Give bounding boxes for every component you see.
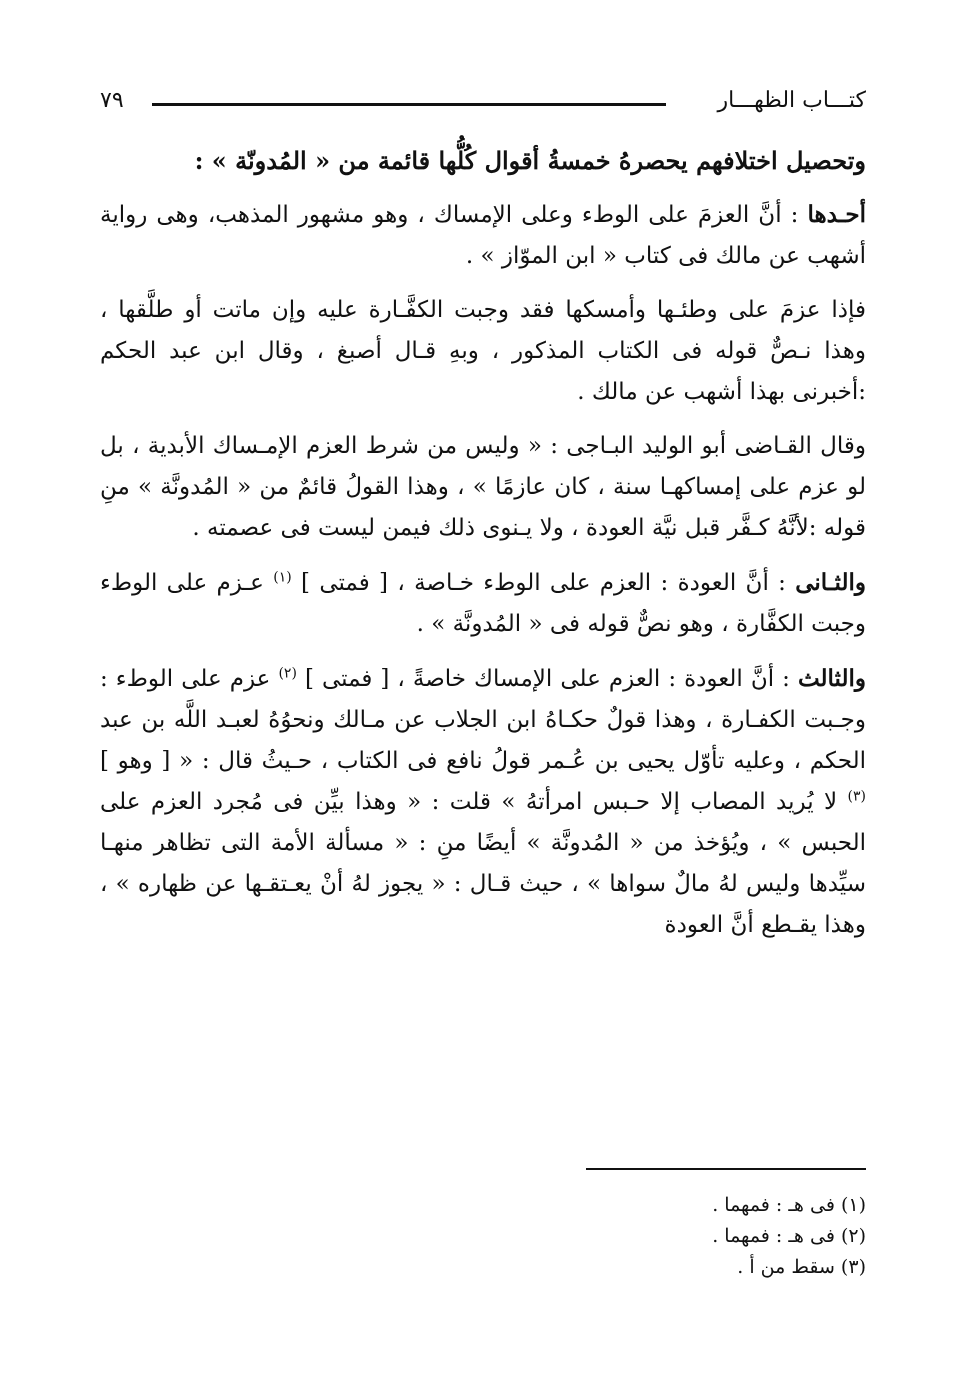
running-header <box>100 88 866 124</box>
paragraph-baji: وقال القـاضى أبو الوليد البـاجى : « وليس من شرط العزم الإمـساك الأبدية ، بل لو عزم على إمساكهـا سنة ، كان عازمًا » ، وهذا القولُ قائمٌ من « المُدونَّة » منِ قوله :لأنَّهُ كـفَّر قبل نيَّة العودة ، ولا يـنوى ذلك فيمن ليست فى عصمته . <box>100 433 866 541</box>
paragraph-first-opinion <box>100 194 866 277</box>
first-opinion-text: : أنَّ العزمَ على الوطء وعلى الإمساك ، وهو مشهور المذهب، وهى رواية أشهب عن مالك فى كتاب « ابن الموّاز » . <box>100 202 866 269</box>
footnote-3: (٣) سقط من أ . <box>737 1256 866 1278</box>
second-opinion-text-b: عـزم على الوطء وجبت الكفَّارة ، وهو نصٌّ قوله فى « المُدونَّة » . <box>100 570 866 637</box>
page-number: ٧٩ <box>100 88 124 113</box>
second-opinion-text-a: : أنَّ العودة : العزم على الوطء خـاصة ، [ فمتى ] <box>291 570 796 596</box>
third-opinion-text-c: لا يُريد المصاب إلا حـبس امرأتهُ » قلت : « وهذا بيِّن فى مُجرد العزم على الحبس » ، ويُؤخذ من « المُدونَّة » أيضًا منِ : « مسألة الأمة التى تظاهر منهـا سيِّدها وليس لهُ مالٌ سواها » ، حيث قـال : « يجوز لهُ أنْ يعـتقـها عن ظهاره » ، وهذا يقـطع أنَّ العودة <box>100 789 866 938</box>
footnote-ref-2[interactable]: (٢) <box>278 665 297 682</box>
main-text <box>100 140 866 959</box>
third-opinion-lead: والثالث <box>797 665 866 692</box>
third-opinion-text-a: : أنَّ العودة : العزم على الإمساك خاصةً ، [ فمتى ] <box>296 666 798 692</box>
paragraph-third-opinion <box>100 658 866 946</box>
footnote-rule <box>586 1168 866 1170</box>
footnote-1: (١) فى هـ : فمهما . <box>712 1194 866 1216</box>
footnote-ref-3[interactable]: (٣) <box>847 788 866 805</box>
first-opinion-lead: أحـدها <box>807 201 866 228</box>
header-rule <box>152 103 666 106</box>
footnote-ref-1[interactable]: (١) <box>273 569 292 586</box>
paragraph-ashhab: فإذا عزمَ على وطئـها وأمسكها فقد وجبت الكفَّـارة عليه وإن ماتت أو طلَّقها ، وهذا نـصٌّ قوله فى الكتاب المذكور ، وبهِ قـال أصبغ ، وقال ابن عبد الحكم :أخبرنى بهذا أشهب عن مالك . <box>100 297 866 405</box>
paragraph-second-opinion <box>100 562 866 645</box>
intro-paragraph: وتحصيل اختلافهم يحصرهُ خمسةُ أقوال كُلُّها قائمة من « المُدونّة » : <box>194 146 866 175</box>
chapter-title: كتـــاب الظهـــار <box>717 88 866 113</box>
second-opinion-lead: والثـانى <box>795 569 866 596</box>
footnotes <box>466 1190 866 1283</box>
footnote-2: (٢) فى هـ : فمهما . <box>712 1225 866 1247</box>
third-opinion-text-b: عزم على الوطء : وجـبت الكفـارة ، وهذا قولٌ حكـاهُ ابن الجلاب عن مـالك ونحوُهُ لعبـد اللَّه بن عبد الحكم ، وعليه تأوّل يحيى بن عُـمر قولُ نافع فى الكتاب ، حـيثُ قال : « [ وهو ] <box>100 666 866 774</box>
